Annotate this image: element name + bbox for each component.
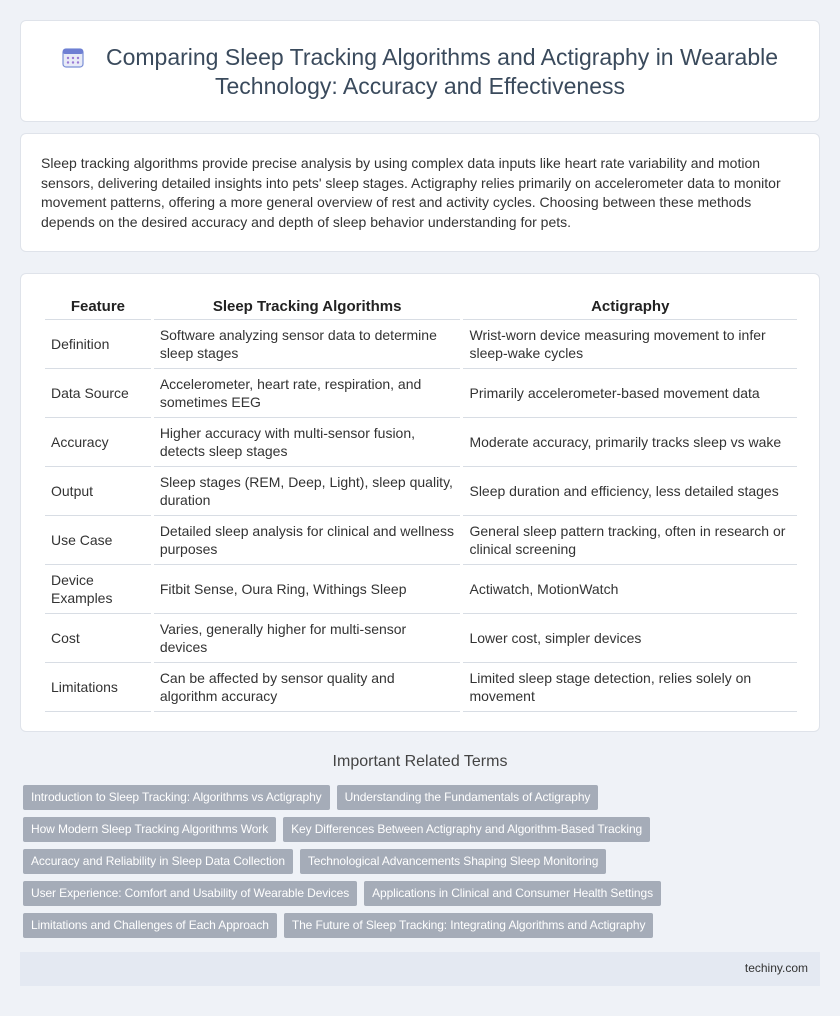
feature-cell: Definition	[45, 320, 151, 369]
actigraphy-cell: Lower cost, simpler devices	[463, 614, 797, 663]
algorithm-cell: Varies, generally higher for multi-sensor devices	[154, 614, 461, 663]
actigraphy-cell: General sleep pattern tracking, often in research or clinical screening	[463, 516, 797, 565]
related-term-link[interactable]: How Modern Sleep Tracking Algorithms Work	[23, 817, 276, 842]
related-term-link[interactable]: The Future of Sleep Tracking: Integrating Algorithms and Actigraphy	[284, 913, 654, 938]
table-row	[45, 516, 797, 565]
header-sleep-tracking-algorithms: Sleep Tracking Algorithms	[154, 294, 461, 320]
algorithm-cell: Higher accuracy with multi-sensor fusion, detects sleep stages	[154, 418, 461, 467]
header-actigraphy: Actigraphy	[463, 294, 797, 320]
algorithm-cell: Sleep stages (REM, Deep, Light), sleep quality, duration	[154, 467, 461, 516]
comparison-table	[42, 294, 800, 712]
actigraphy-cell: Primarily accelerometer-based movement data	[463, 369, 797, 418]
algorithm-cell: Accelerometer, heart rate, respiration, and sometimes EEG	[154, 369, 461, 418]
related-terms-list	[23, 785, 803, 945]
tag-row	[23, 817, 803, 842]
algorithm-cell: Detailed sleep analysis for clinical and wellness purposes	[154, 516, 461, 565]
actigraphy-cell: Actiwatch, MotionWatch	[463, 565, 797, 614]
related-terms-heading: Important Related Terms	[332, 753, 508, 770]
feature-cell: Data Source	[45, 369, 151, 418]
feature-cell: Accuracy	[45, 418, 151, 467]
actigraphy-cell: Sleep duration and efficiency, less detailed stages	[463, 467, 797, 516]
table-row	[45, 369, 797, 418]
algorithm-cell: Software analyzing sensor data to determine sleep stages	[154, 320, 461, 369]
related-term-link[interactable]: Key Differences Between Actigraphy and Algorithm-Based Tracking	[283, 817, 650, 842]
related-term-link[interactable]: User Experience: Comfort and Usability of Wearable Devices	[23, 881, 357, 906]
tag-row	[23, 785, 803, 810]
algorithm-cell: Can be affected by sensor quality and algorithm accuracy	[154, 663, 461, 712]
table-row	[45, 320, 797, 369]
related-term-link[interactable]: Understanding the Fundamentals of Actigraphy	[337, 785, 599, 810]
intro-card	[20, 133, 820, 252]
table-row	[45, 565, 797, 614]
intro-paragraph: Sleep tracking algorithms provide precise analysis by using complex data inputs like heart rate variability and motion sensors, delivering detailed insights into pets' sleep stages. Actigraphy relies primarily on accelerometer data to monitor movement patterns, offering a more general overview of rest and activity cycles. Choosing between these methods depends on the desired accuracy and depth of sleep behavior understanding for pets.	[41, 155, 781, 230]
header	[21, 43, 819, 101]
table-row	[45, 467, 797, 516]
related-term-link[interactable]: Accuracy and Reliability in Sleep Data Collection	[23, 849, 293, 874]
related-term-link[interactable]: Limitations and Challenges of Each Approach	[23, 913, 277, 938]
calendar-icon	[62, 46, 84, 68]
header-feature: Feature	[45, 294, 151, 320]
feature-cell: Output	[45, 467, 151, 516]
footer	[20, 952, 820, 986]
actigraphy-cell: Wrist-worn device measuring movement to infer sleep-wake cycles	[463, 320, 797, 369]
related-term-link[interactable]: Applications in Clinical and Consumer Health Settings	[364, 881, 661, 906]
actigraphy-cell: Limited sleep stage detection, relies solely on movement	[463, 663, 797, 712]
table-row	[45, 614, 797, 663]
table-row	[45, 663, 797, 712]
feature-cell: Device Examples	[45, 565, 151, 614]
feature-cell: Use Case	[45, 516, 151, 565]
algorithm-cell: Fitbit Sense, Oura Ring, Withings Sleep	[154, 565, 461, 614]
related-term-link[interactable]: Technological Advancements Shaping Sleep Monitoring	[300, 849, 606, 874]
header-card	[20, 20, 820, 122]
actigraphy-cell: Moderate accuracy, primarily tracks sleep vs wake	[463, 418, 797, 467]
table-header-row	[45, 294, 797, 320]
page-title	[21, 43, 819, 101]
title-text: Comparing Sleep Tracking Algorithms and Actigraphy in Wearable Technology: Accuracy and Effectiveness	[105, 44, 779, 99]
tag-row	[23, 913, 803, 938]
table-row	[45, 418, 797, 467]
tag-row	[23, 881, 803, 906]
feature-cell: Cost	[45, 614, 151, 663]
feature-cell: Limitations	[45, 663, 151, 712]
footer-site-link[interactable]: techiny.com	[744, 961, 808, 975]
tag-row	[23, 849, 803, 874]
comparison-table-card	[20, 273, 820, 732]
related-term-link[interactable]: Introduction to Sleep Tracking: Algorithms vs Actigraphy	[23, 785, 330, 810]
